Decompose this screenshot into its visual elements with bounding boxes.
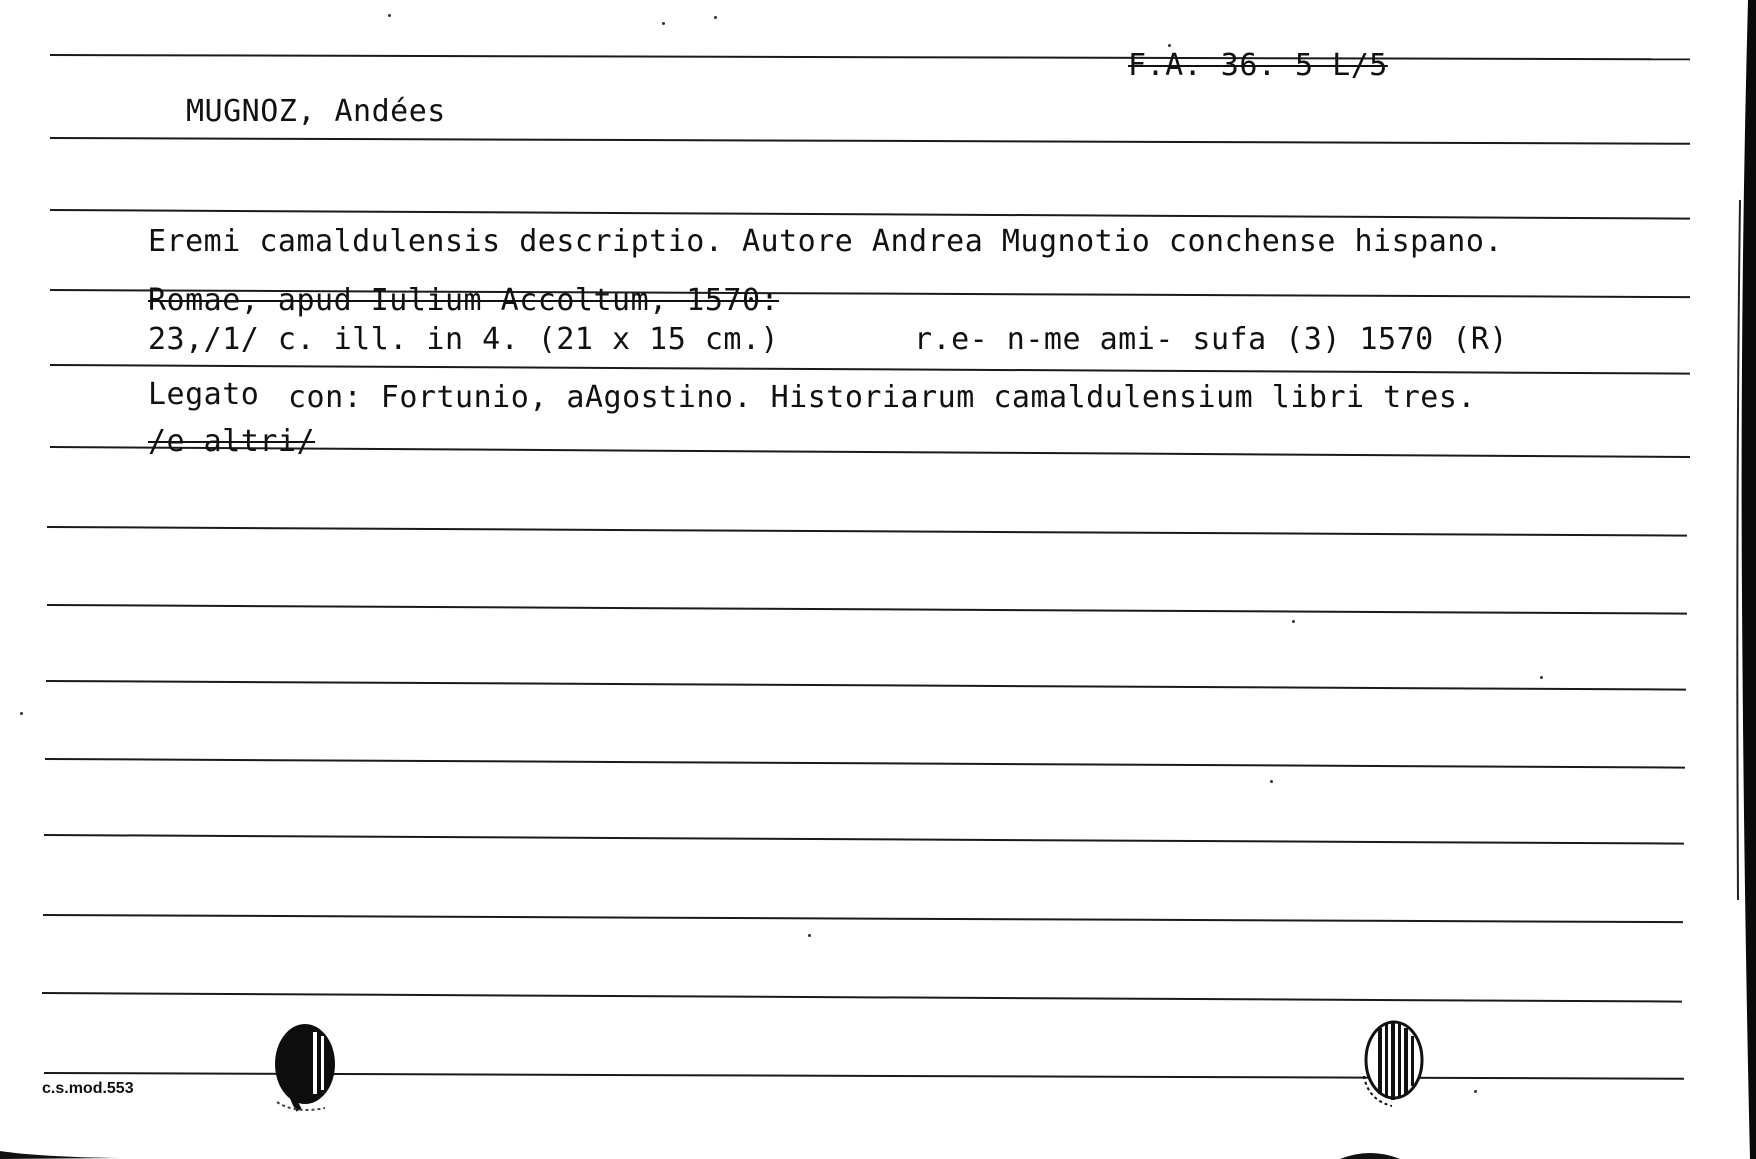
card-rule — [50, 209, 1690, 220]
scan-speck — [1270, 780, 1273, 783]
card-rule — [45, 758, 1685, 769]
card-rule — [46, 680, 1686, 691]
form-code: c.s.mod.553 — [42, 1080, 134, 1097]
scan-speck — [1168, 44, 1171, 47]
card-rule — [47, 526, 1687, 537]
card-rule — [50, 364, 1690, 375]
shelfmark: F.A. 36. 5 L/5 — [1128, 48, 1388, 83]
scan-speck — [808, 934, 811, 937]
card-bottom-edge — [0, 1143, 1756, 1159]
card-rule — [50, 137, 1690, 145]
scan-speck — [662, 22, 665, 25]
imprint-line: Romae, apud Iulium Accoltum, 1570: — [148, 283, 780, 318]
note-label: Legato — [148, 377, 260, 412]
card-rule — [43, 914, 1683, 923]
card-rule — [42, 992, 1682, 1003]
scan-speck — [388, 14, 391, 17]
scan-speck — [1540, 676, 1543, 679]
note-line: con: Fortunio, aAgostino. Historiarum camaldulensium libri tres. — [288, 380, 1476, 415]
author-heading: MUGNOZ, Andées — [186, 94, 446, 129]
title-line: Eremi camaldulensis descriptio. Autore Andrea Mugnotio conchense hispano. — [148, 224, 1503, 259]
card-rule — [44, 834, 1684, 845]
card-rule — [47, 604, 1687, 615]
fingerprint: r.e- n-me ami- sufa (3) 1570 (R) — [914, 322, 1508, 357]
scan-speck — [20, 712, 23, 715]
scan-speck — [1292, 620, 1295, 623]
note-continuation: /e altri/ — [148, 424, 316, 459]
punch-hole-left — [265, 1018, 341, 1114]
card-edge-shadow — [1726, 0, 1756, 1159]
card-rule — [50, 54, 1690, 60]
collation-line: 23,/1/ c. ill. in 4. (21 x 15 cm.) — [148, 322, 780, 357]
scan-speck — [714, 16, 717, 19]
scan-speck — [1474, 1090, 1477, 1093]
punch-hole-right — [1356, 1016, 1432, 1112]
